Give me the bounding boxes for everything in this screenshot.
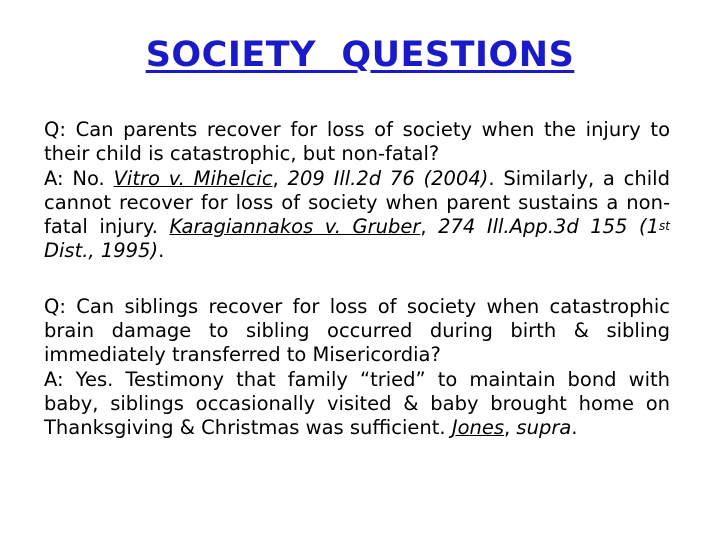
answer-text: Yes. Testimony that family “tried” to maintain bond with baby, siblings occasionally visited & baby brought home on Thanksgiving & Christmas was sufficient. [44,367,670,440]
citation-part: Dist., 1995) [44,239,159,263]
question-label: Q: [44,294,66,318]
answer-1 [44,167,670,264]
question-text: Can siblings recover for loss of society when catastrophic brain damage to sibling occurred during birth & sibling immediately transferred to Misericordia? [44,294,670,367]
citation-part: 274 Ill.App.3d 155 (1 [438,215,660,239]
citation-vitro: 209 Ill.2d 76 (2004) [287,166,489,190]
question-text: Can parents recover for loss of society when the injury to their child is catastrophic, but non-fatal? [44,118,670,166]
question-label: Q: [44,118,66,141]
question-1 [44,118,670,167]
answer-text: , [504,416,517,440]
slide-title [0,34,720,76]
slide-title-text: SOCIETY QUESTIONS [145,35,575,75]
case-name-karagiannakos: Karagiannakos v. Gruber [169,215,421,239]
citation-superscript: st [659,219,670,234]
answer-text: . Similarly, a child cannot recover for loss of society when parent sustains a non-fatal injury. [44,166,670,239]
supra-text: supra [516,416,572,440]
answer-text: . [571,416,578,440]
answer-text: , [420,215,439,239]
slide-body [44,118,670,441]
case-name-jones: Jones [451,416,505,440]
answer-label: A: [44,367,64,391]
question-2 [44,295,670,368]
case-name-vitro: Vitro v. Mihelcic [113,166,273,190]
answer-text: . [158,239,165,263]
answer-text: No. [63,166,114,190]
answer-text: , [272,166,288,190]
spacer [44,264,670,295]
answer-2 [44,368,670,441]
answer-label: A: [44,166,64,190]
